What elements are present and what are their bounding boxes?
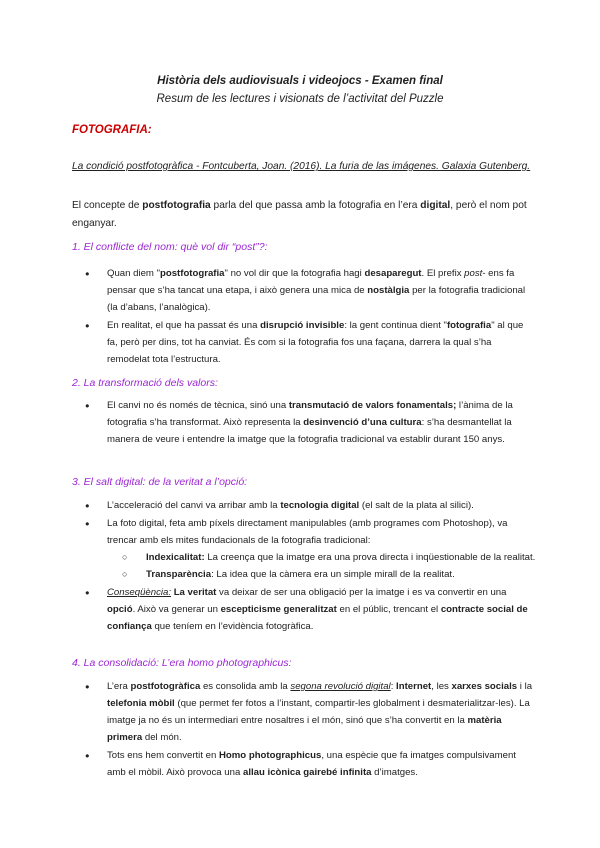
subsection-title-2: 2. La transformació dels valors: bbox=[72, 377, 218, 389]
list-item: ● El canvi no és només de tècnica, sinó una transmutació de valors fonamentals; l’ànima de la fotografia s’ha transformat. Això representa la desinvenció d’una cultura: s’ha desmantellat la manera de veure i entendre la imatge que la fotografia tradicional va establir durant 150 anys. bbox=[84, 397, 536, 448]
subsection-title-3: 3. El salt digital: de la veritat a l’opció: bbox=[72, 476, 248, 488]
list-item: ● Quan diem "postfotografia" no vol dir que la fotografia hagi desaparegut. El prefix post- ens fa pensar que s’ha tancat una etapa, i això genera una mica de nostàlgia per la fotografia tradicional (la d’abans, l’analògica). bbox=[84, 265, 536, 316]
document-header bbox=[0, 73, 600, 107]
list-item: ● L’era postfotogràfica es consolida amb la segona revolució digital: Internet, les xarxes socials i la telefonia mòbil (que permet fer fotos a l’instant, compartir-les globalment i desmaterialitzar-les). La imatge ja no és un intermediari entre nosaltres i el món, sinó que s’ha convertit en la matèria primera del món. bbox=[84, 678, 536, 746]
subsection-title-1: 1. El conflicte del nom: què vol dir “post”?: bbox=[72, 241, 268, 253]
bullet-list-4 bbox=[84, 678, 536, 782]
sub-list bbox=[107, 549, 536, 583]
list-item: ● Conseqüència: La veritat va deixar de ser una obligació per la imatge i es va convertir en una opció. Això va generar un escepticisme generalitzat en el públic, trencant el contracte social de confiança que teníem en l’evidència fotogràfica. bbox=[84, 584, 536, 635]
reference-citation: La condició postfotogràfica - Fontcuberta, Joan. (2016). La furia de las imágenes. Galaxia Gutenberg. bbox=[72, 161, 531, 172]
intro-paragraph: El concepte de postfotografia parla del que passa amb la fotografia en l’era digital, però el nom pot enganyar. bbox=[72, 200, 527, 229]
document-subtitle: Resum de les lectures i visionats de l’activitat del Puzzle bbox=[156, 93, 444, 105]
document-title: Història dels audiovisuals i videojocs - Examen final bbox=[157, 75, 443, 87]
bullet-list-3 bbox=[84, 497, 536, 636]
bullet-list-2 bbox=[84, 397, 536, 449]
list-item: ● Tots ens hem convertit en Homo photographicus, una espècie que fa imatges compulsivament amb el mòbil. Això provoca una allau icònica gairebé infinita d’imatges. bbox=[84, 747, 536, 781]
sub-list-item: ○ Transparència: La idea que la càmera era un simple mirall de la realitat. bbox=[107, 566, 536, 583]
list-item: ● La foto digital, feta amb píxels directament manipulables (amb programes com Photoshop), va trencar amb els mites fundacionals de la fotografia tradicional: ○ Indexicalitat: La creença que la imatge era una prova directa i inqüestionable de la realitat. ○ Transparència: La idea que la càmera era un simple mirall de la realitat. bbox=[84, 515, 536, 583]
list-item: ● En realitat, el que ha passat és una disrupció invisible: la gent continua dient "fotografia" al que fa, però per dins, tot ha canviat. És com si la fotografia fos una façana, darrera la qual s’ha remodelat tota l’estructura. bbox=[84, 317, 536, 368]
subsection-title-4: 4. La consolidació: L’era homo photographicus: bbox=[72, 657, 292, 669]
bullet-list-1 bbox=[84, 265, 536, 369]
list-item: ● L’acceleració del canvi va arribar amb la tecnologia digital (el salt de la plata al silici). bbox=[84, 497, 536, 514]
sub-list-item: ○ Indexicalitat: La creença que la imatge era una prova directa i inqüestionable de la realitat. bbox=[107, 549, 536, 566]
section-title: FOTOGRAFIA: bbox=[72, 124, 152, 136]
